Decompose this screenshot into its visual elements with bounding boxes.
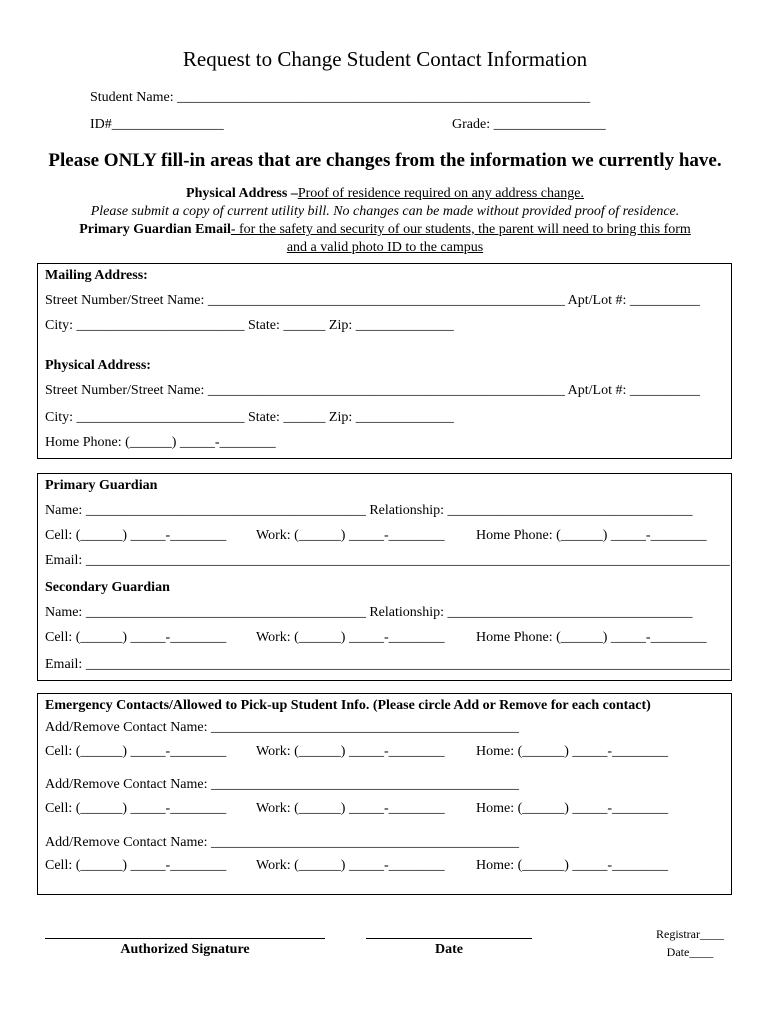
mailing-city-field[interactable]: City: ________________________ State: ______ Zip: ______________: [45, 318, 454, 333]
registrar-date-field[interactable]: Date____: [666, 945, 714, 959]
student-name-field[interactable]: Student Name: ___________________________________________________________: [90, 90, 591, 105]
signature-line[interactable]: [45, 938, 325, 939]
physical-address-note-label: Physical Address: [186, 186, 288, 201]
secondary-guardian-home-field[interactable]: Home Phone: (______) _____-________: [476, 630, 707, 645]
contact-2-cell-field[interactable]: Cell: (______) _____-________: [45, 801, 227, 816]
emergency-contacts-heading: Emergency Contacts/Allowed to Pick-up Student Info. (Please circle Add or Remove for each contact): [45, 698, 651, 713]
secondary-guardian-cell-field[interactable]: Cell: (______) _____-________: [45, 630, 227, 645]
primary-guardian-name-field[interactable]: Name: ________________________________________ Relationship: ___________________________________: [45, 503, 693, 518]
contact-1-name-field[interactable]: Add/Remove Contact Name: ____________________________________________: [45, 720, 520, 735]
contact-3-name-field[interactable]: Add/Remove Contact Name: ____________________________________________: [45, 835, 520, 850]
notice-heading: Please ONLY fill-in areas that are changes from the information we currently have.: [48, 150, 722, 171]
guardian-email-note-cont: and a valid photo ID to the campus: [286, 240, 484, 255]
home-phone-field[interactable]: Home Phone: (______) _____-________: [45, 435, 276, 450]
primary-guardian-work-field[interactable]: Work: (______) _____-________: [256, 528, 445, 543]
contact-1-work-field[interactable]: Work: (______) _____-________: [256, 744, 445, 759]
contact-3-cell-field[interactable]: Cell: (______) _____-________: [45, 858, 227, 873]
date-line[interactable]: [366, 938, 532, 939]
physical-city-field[interactable]: City: ________________________ State: ______ Zip: ______________: [45, 410, 454, 425]
physical-address-heading: Physical Address:: [45, 358, 151, 373]
contact-1-home-field[interactable]: Home: (______) _____-________: [476, 744, 669, 759]
primary-guardian-home-field[interactable]: Home Phone: (______) _____-________: [476, 528, 707, 543]
primary-guardian-cell-field[interactable]: Cell: (______) _____-________: [45, 528, 227, 543]
signature-label: Authorized Signature: [120, 942, 250, 957]
secondary-guardian-name-field[interactable]: Name: ________________________________________ Relationship: ___________________________________: [45, 605, 693, 620]
utility-bill-note: Please submit a copy of current utility bill. No changes can be made without provided proof of residence.: [90, 204, 680, 219]
contact-3-work-field[interactable]: Work: (______) _____-________: [256, 858, 445, 873]
guardian-email-note-text: - for the safety and security of our students, the parent will need to bring this form: [230, 222, 691, 237]
secondary-guardian-heading: Secondary Guardian: [45, 580, 170, 595]
contact-1-cell-field[interactable]: Cell: (______) _____-________: [45, 744, 227, 759]
physical-address-note-dash: –: [287, 186, 298, 201]
grade-field[interactable]: Grade: ________________: [452, 117, 606, 132]
guardian-email-note: [0, 222, 770, 238]
contact-2-name-field[interactable]: Add/Remove Contact Name: ____________________________________________: [45, 777, 520, 792]
contact-3-home-field[interactable]: Home: (______) _____-________: [476, 858, 669, 873]
secondary-guardian-email-field[interactable]: Email: ____________________________________________________________________________________________: [45, 657, 730, 672]
physical-address-note: [0, 186, 770, 202]
student-id-field[interactable]: ID#________________: [90, 117, 224, 132]
physical-address-note-text: Proof of residence required on any address change.: [297, 186, 584, 201]
primary-guardian-heading: Primary Guardian: [45, 478, 158, 493]
primary-guardian-email-field[interactable]: Email: ____________________________________________________________________________________________: [45, 553, 730, 568]
contact-2-home-field[interactable]: Home: (______) _____-________: [476, 801, 669, 816]
page-title: Request to Change Student Contact Information: [182, 47, 588, 71]
mailing-street-field[interactable]: Street Number/Street Name: ___________________________________________________ Apt/Lot #: __________: [45, 293, 700, 308]
contact-2-work-field[interactable]: Work: (______) _____-________: [256, 801, 445, 816]
guardian-email-note-label: Primary Guardian Email: [79, 222, 231, 237]
mailing-address-heading: Mailing Address:: [45, 268, 148, 283]
secondary-guardian-work-field[interactable]: Work: (______) _____-________: [256, 630, 445, 645]
physical-street-field[interactable]: Street Number/Street Name: ___________________________________________________ Apt/Lot #: __________: [45, 383, 700, 398]
registrar-field[interactable]: Registrar____: [656, 927, 724, 941]
date-label: Date: [435, 942, 463, 957]
